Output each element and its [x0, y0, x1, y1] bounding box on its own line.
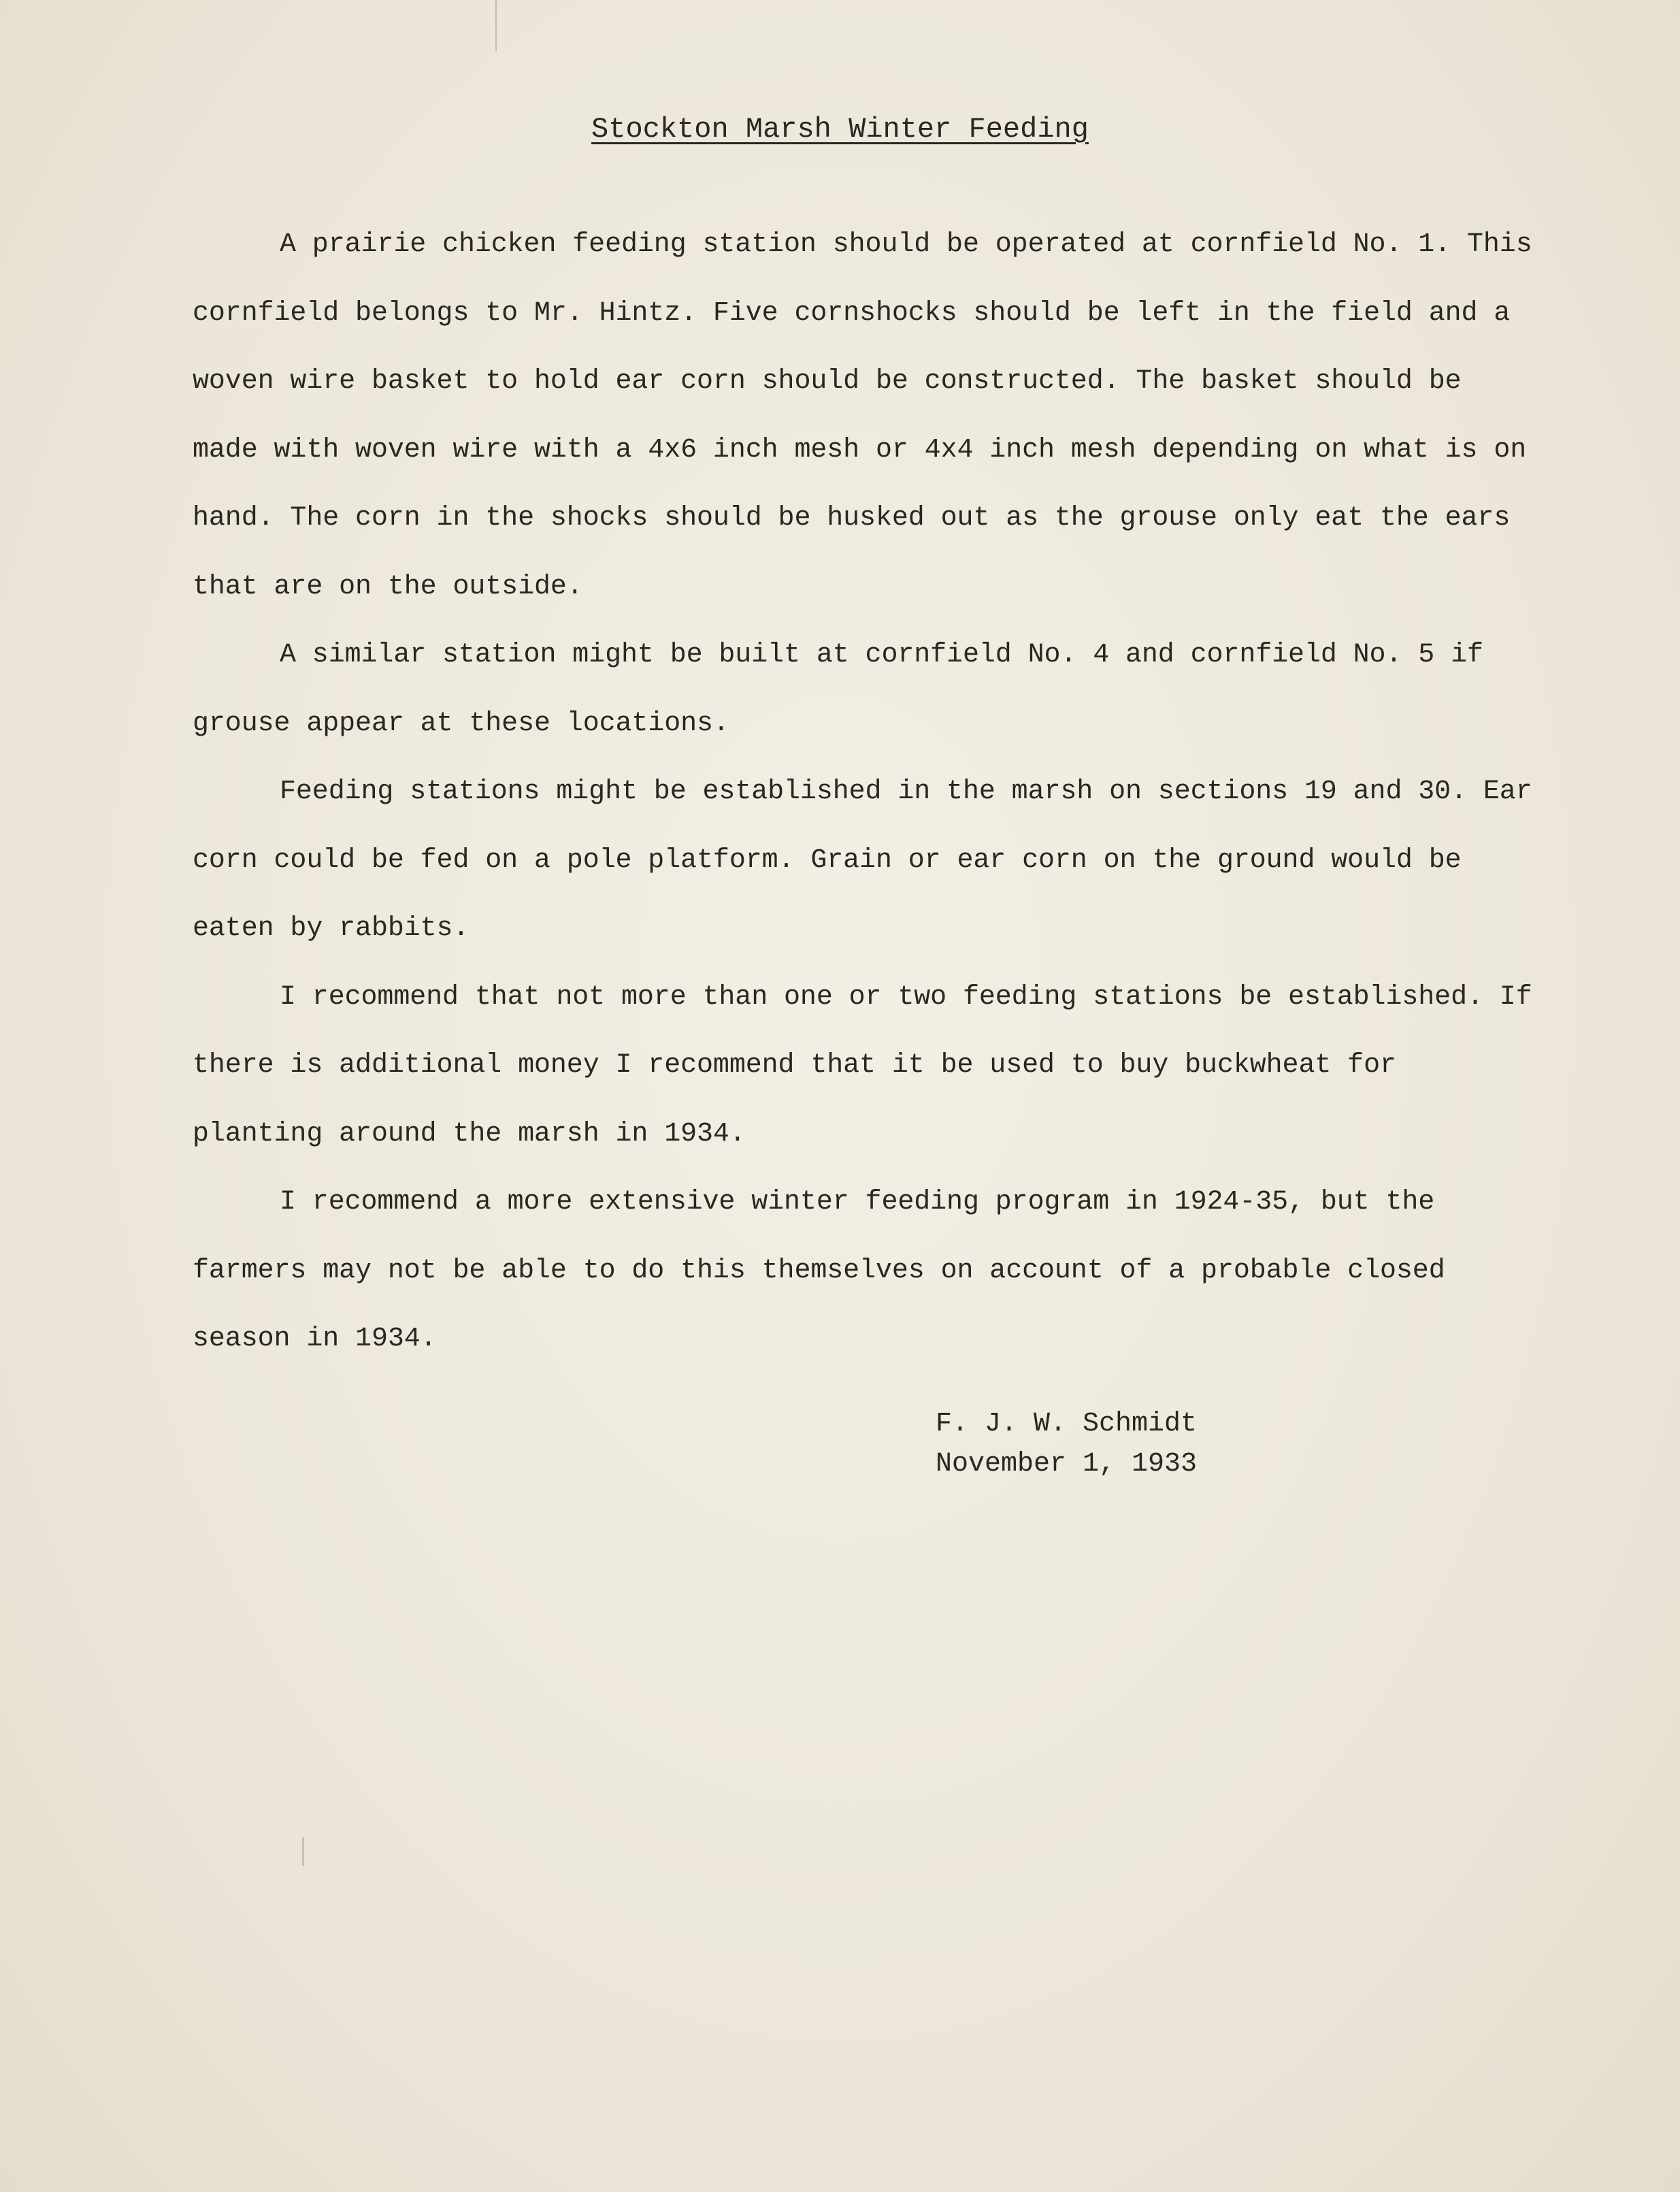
- signature-date: November 1, 1933: [936, 1449, 1198, 1479]
- signature-name: F. J. W. Schmidt: [936, 1409, 1198, 1439]
- document-body: [193, 211, 1536, 1374]
- paragraph: A prairie chicken feeding station should be operated at cornfield No. 1. This cornfield belongs to Mr. Hintz. Five cornshocks should be left in the field and a woven wire basket to hold ear corn should be constructed. The basket should be made with woven wire with a 4x6 inch mesh or 4x4 inch mesh depending on what is on hand. The corn in the shocks should be husked out as the grouse only eat the ears that are on the outside.: [193, 229, 1532, 602]
- paragraph: I recommend a more extensive winter feeding program in 1924-35, but the farmers may not be able to do this themselves on account of a probable closed season in 1934.: [193, 1187, 1445, 1354]
- signature-block: [936, 1404, 1197, 1484]
- paper-crease: [495, 0, 497, 51]
- paper-mark: [302, 1837, 304, 1866]
- paragraph: I recommend that not more than one or two feeding stations be established. If there is additional money I recommend that it be used to buy buckwheat for planting around the marsh in 1934.: [193, 981, 1532, 1149]
- title-text: Stockton Marsh Winter Feeding: [591, 113, 1089, 146]
- paragraph: Feeding stations might be established in the marsh on sections 19 and 30. Ear corn could be fed on a pole platform. Grain or ear corn on the ground would be eaten by rabbits.: [193, 776, 1532, 944]
- document-title: [0, 109, 1680, 150]
- paragraph: A similar station might be built at cornfield No. 4 and cornfield No. 5 if grouse appear at these locations.: [193, 640, 1483, 739]
